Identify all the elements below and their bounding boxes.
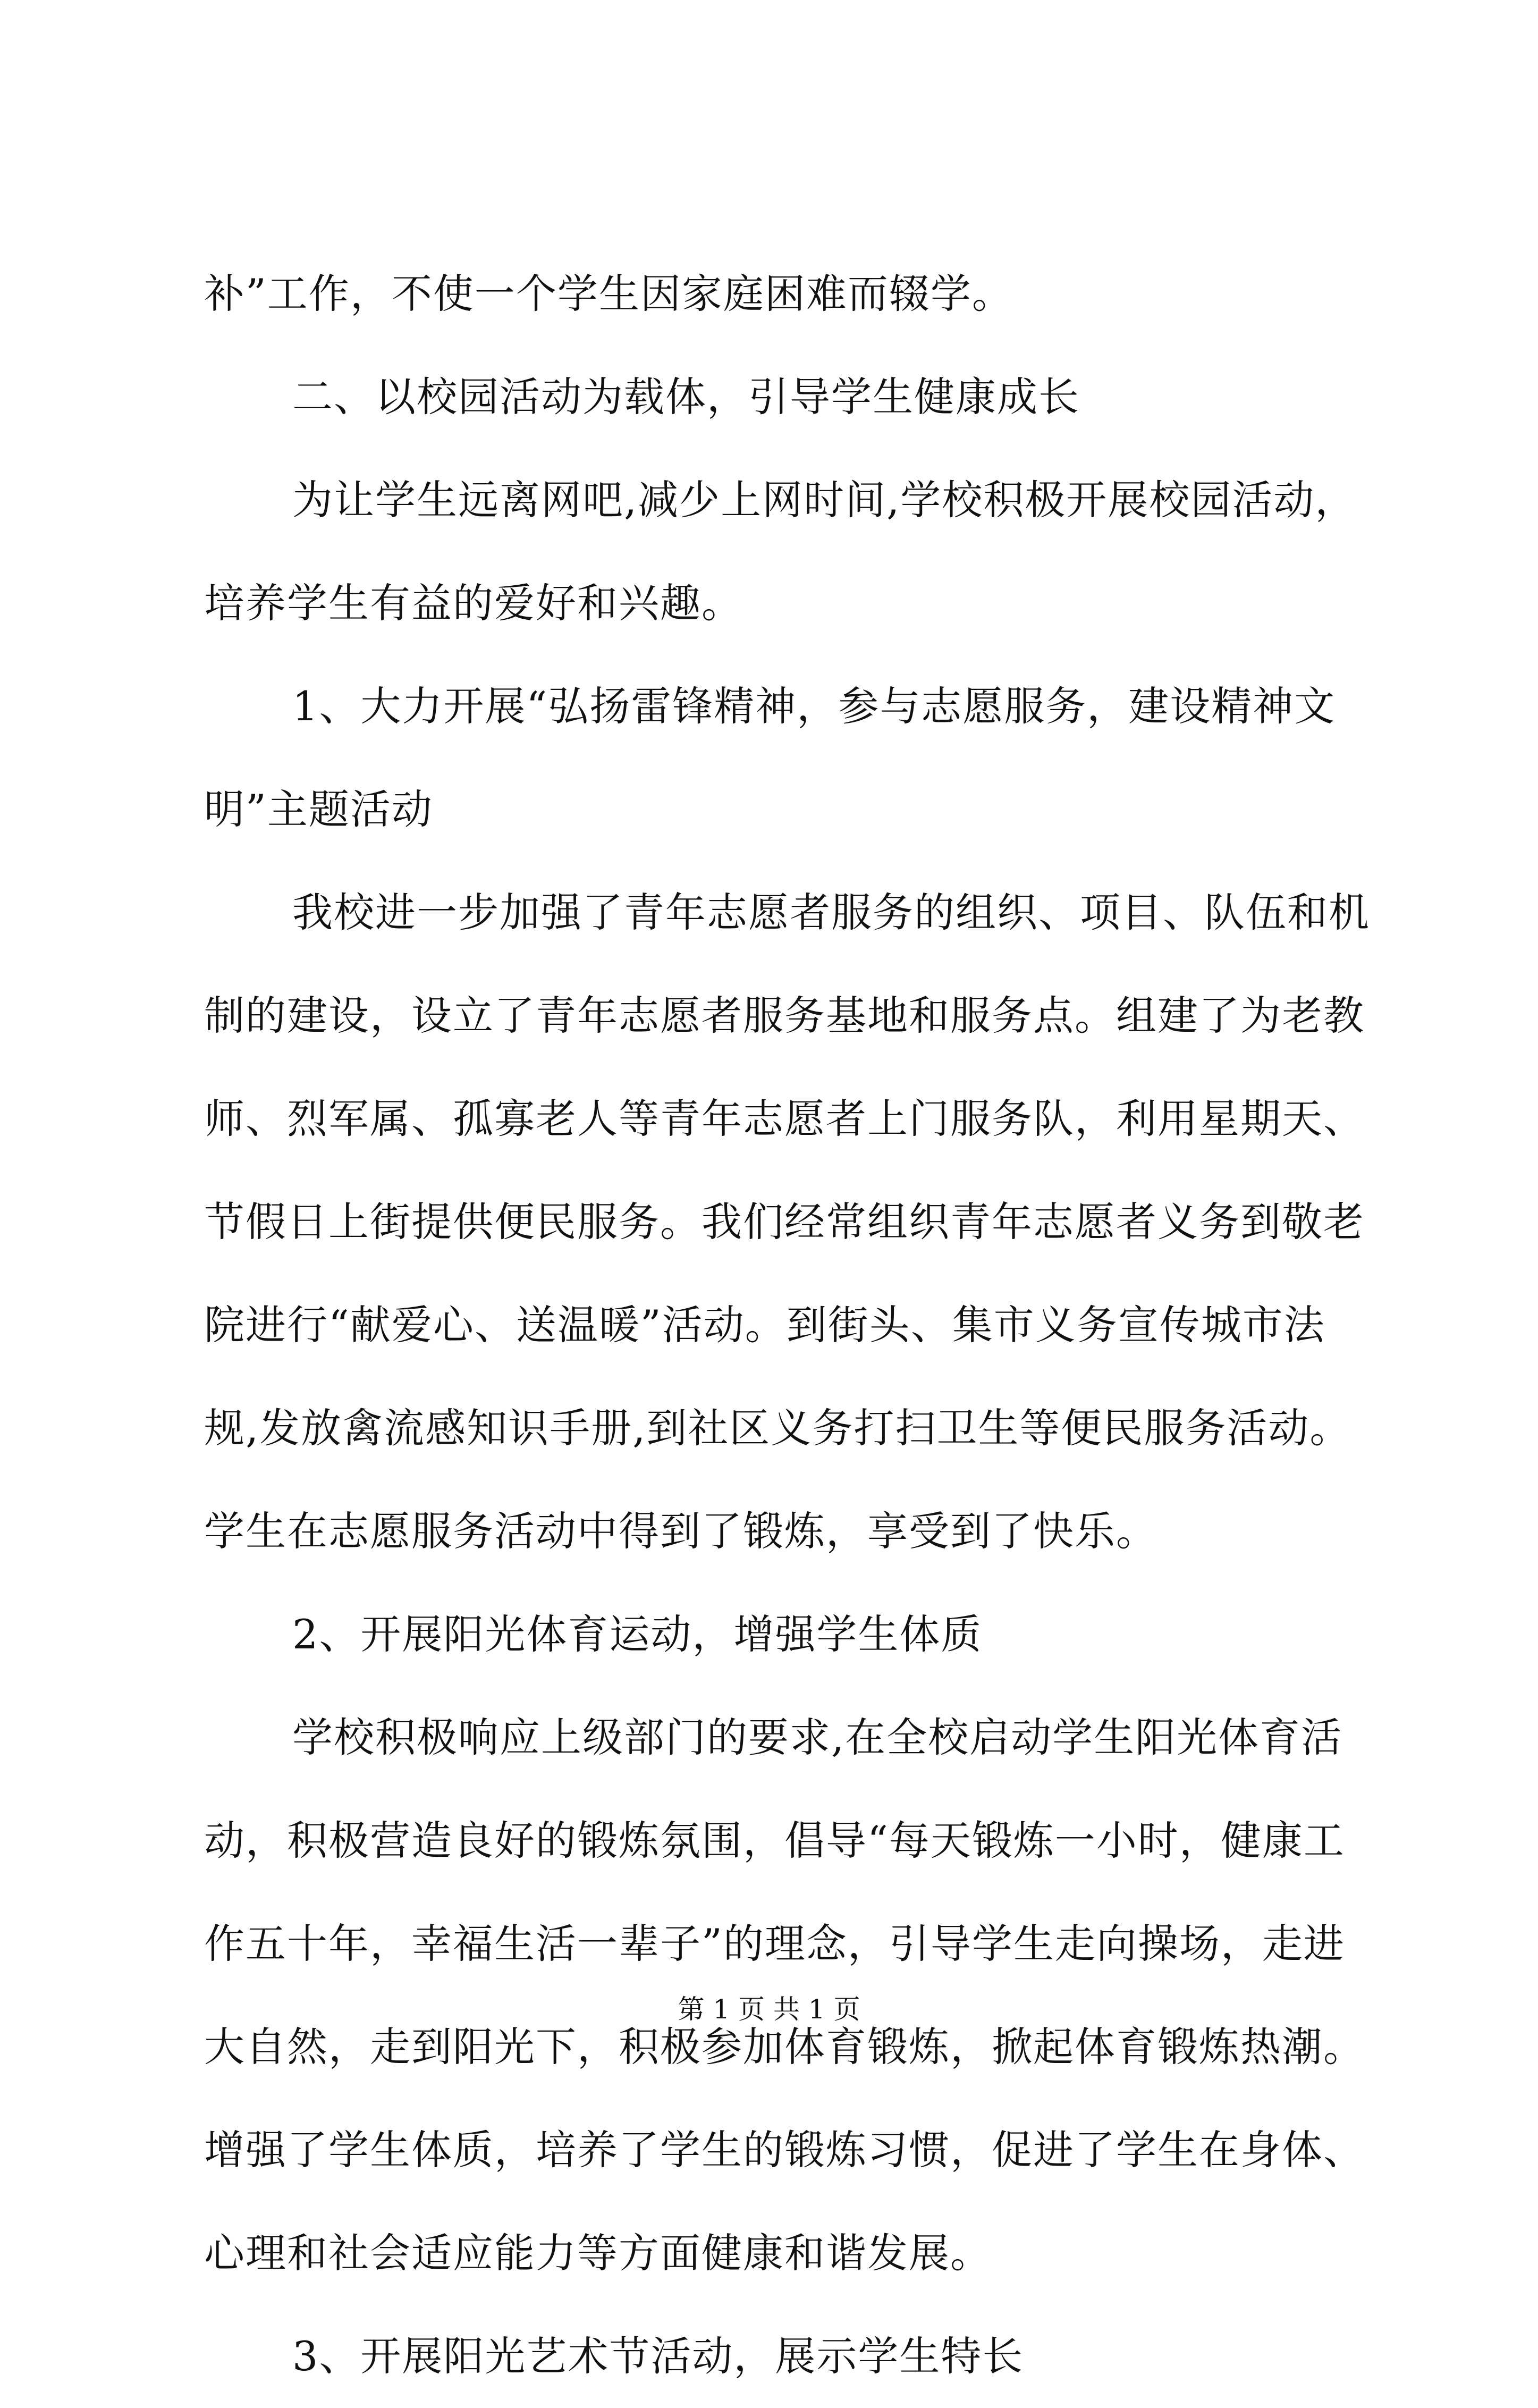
text-line: 为让学生远离网吧,减少上网时间,学校积极开展校园活动， [292, 476, 1357, 524]
document-body [204, 242, 1370, 2408]
text-line: 培养学生有益的爱好和兴趣。 [204, 579, 743, 627]
text-line: 制的建设，设立了青年志愿者服务基地和服务点。组建了为老教 [204, 992, 1365, 1039]
subsection-heading: 1、大力开展“弘扬雷锋精神，参与志愿服务，建设精神文 [292, 683, 1336, 730]
text-line: 作五十年，幸福生活一辈子”的理念，引导学生走向操场，走进 [204, 1920, 1345, 1967]
subsection-heading-continued: 明”主题活动 [204, 786, 433, 833]
text-line: 院进行“献爱心、送温暖”活动。到街头、集市义务宣传城市法 [204, 1301, 1325, 1349]
text-line: 我校进一步加强了青年志愿者服务的组织、项目、队伍和机 [292, 889, 1370, 936]
text-line: 学校积极响应上级部门的要求,在全校启动学生阳光体育活 [292, 1714, 1343, 1761]
page-footer: 第 1 页 共 1 页 [678, 1994, 860, 2025]
section-heading: 二、以校园活动为载体，引导学生健康成长 [292, 373, 1080, 420]
text-line: 增强了学生体质，培养了学生的锻炼习惯，促进了学生在身体、 [204, 2126, 1365, 2174]
subsection-heading: 3、开展阳光艺术节活动，展示学生特长 [292, 2333, 1024, 2380]
text-line: 师、烈军属、孤寡老人等青年志愿者上门服务队，利用星期天、 [204, 1095, 1365, 1142]
text-line: 大自然，走到阳光下，积极参加体育锻炼，掀起体育锻炼热潮。 [204, 2023, 1365, 2070]
text-line: 规,发放禽流感知识手册,到社区义务打扫卫生等便民服务活动。 [204, 1404, 1351, 1452]
subsection-heading: 2、开展阳光体育运动，增强学生体质 [292, 1611, 983, 1658]
text-line: 学生在志愿服务活动中得到了锻炼，享受到了快乐。 [204, 1508, 1157, 1555]
text-line: 补”工作，不使一个学生因家庭困难而辍学。 [204, 270, 1013, 317]
text-line: 动，积极营造良好的锻炼氛围，倡导“每天锻炼一小时，健康工 [204, 1817, 1345, 1864]
text-line: 心理和社会适应能力等方面健康和谐发展。 [204, 2229, 992, 2277]
text-line: 节假日上街提供便民服务。我们经常组织青年志愿者义务到敬老 [204, 1198, 1365, 1245]
